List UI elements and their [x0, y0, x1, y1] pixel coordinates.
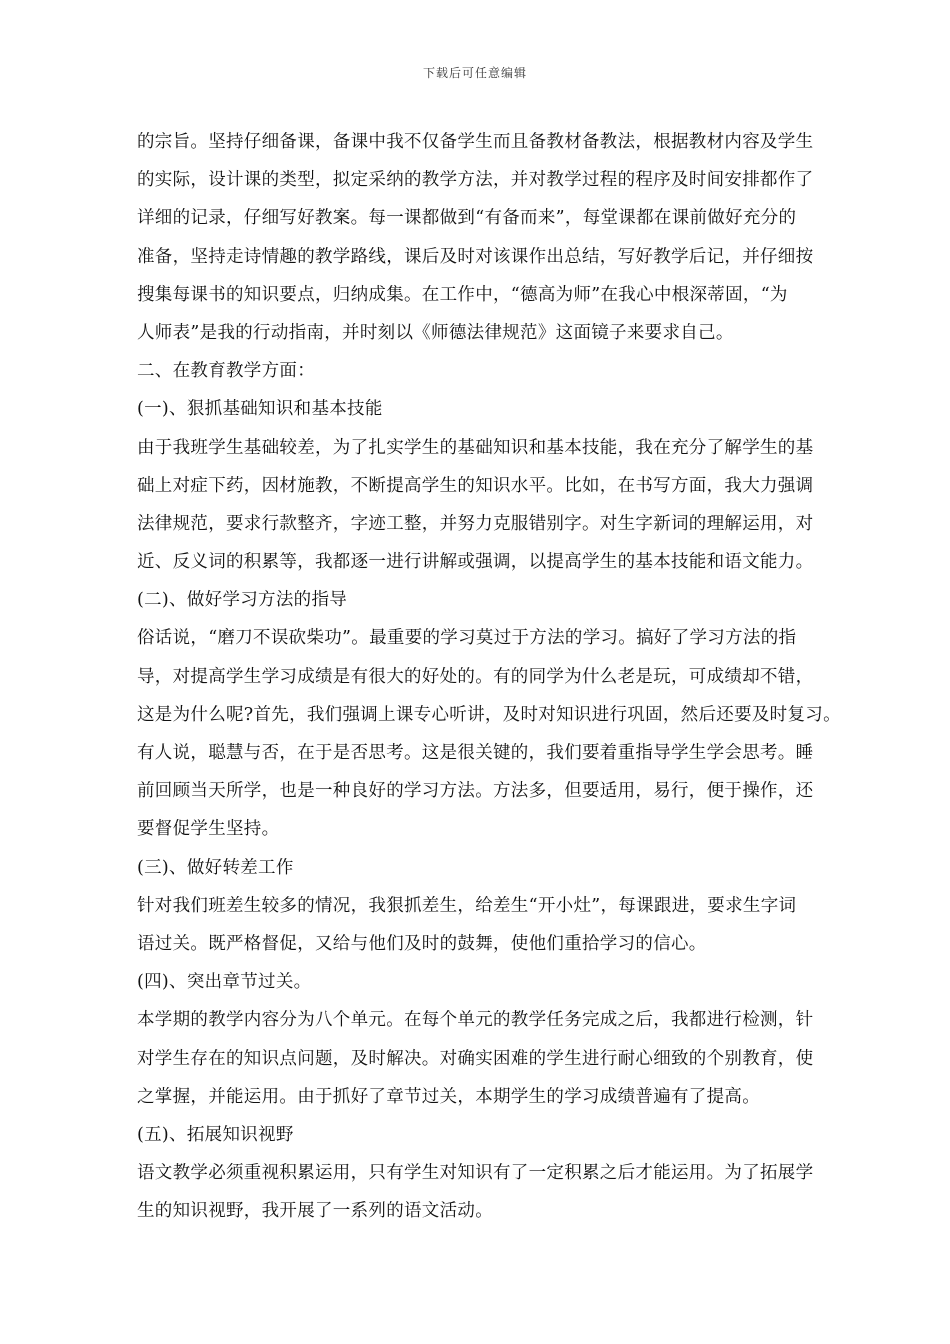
text-line: 法律规范，要求行款整齐，字迹工整，并努力克服错别字。对生字新词的理解运用，对	[137, 513, 814, 534]
subsection-heading: (一)、狠抓基础知识和基本技能	[137, 399, 383, 420]
text-line: 俗话说，“磨刀不误砍柴功”。最重要的学习莫过于方法的学习。搞好了学习方法的指	[137, 628, 797, 649]
subsection-heading: (五)、拓展知识视野	[137, 1124, 294, 1145]
document-body	[137, 123, 897, 1230]
text-line: 这是为什么呢?首先，我们强调上课专心听讲，及时对知识进行巩固，然后还要及时复习。	[137, 704, 841, 725]
text-line: 生的知识视野，我开展了一系列的语文活动。	[137, 1201, 493, 1222]
text-line: 本学期的教学内容分为八个单元。在每个单元的教学任务完成之后，我都进行检测，针	[137, 1010, 814, 1031]
text-line: 的实际，设计课的类型，拟定采纳的教学方法，并对教学过程的程序及时间安排都作了	[137, 170, 814, 191]
text-line: 对学生存在的知识点问题，及时解决。对确实困难的学生进行耐心细致的个别教育，使	[137, 1048, 814, 1069]
text-line: 础上对症下药，因材施教，不断提高学生的知识水平。比如，在书写方面，我大力强调	[137, 475, 814, 496]
text-line: 有人说，聪慧与否，在于是否思考。这是很关键的，我们要着重指导学生学会思考。睡	[137, 743, 814, 763]
section-heading: 二、在教育教学方面：	[137, 361, 315, 382]
text-line: 由于我班学生基础较差，为了扎实学生的基础知识和基本技能，我在充分了解学生的基	[137, 437, 814, 458]
text-line: 之掌握，并能运用。由于抓好了章节过关，本期学生的学习成绩普遍有了提高。	[137, 1086, 760, 1107]
page-header: 下载后可任意编辑	[422, 66, 527, 80]
text-line: 语过关。既严格督促，又给与他们及时的鼓舞，使他们重拾学习的信心。	[137, 933, 707, 954]
text-line: 导，对提高学生学习成绩是有很大的好处的。有的同学为什么老是玩，可成绩却不错，	[137, 666, 814, 687]
text-line: 搜集每课书的知识要点，归纳成集。在工作中，“德高为师”在我心中根深蒂固，“为	[137, 284, 788, 305]
text-line: 前回顾当天所学，也是一种良好的学习方法。方法多，但要适用，易行，便于操作，还	[137, 781, 814, 802]
text-line: 详细的记录，仔细写好教案。每一课都做到“有备而来”，每堂课都在课前做好充分的	[137, 208, 797, 229]
subsection-heading: (二)、做好学习方法的指导	[137, 590, 348, 611]
text-line: 人师表”是我的行动指南，并时刻以《师德法律规范》这面镜子来要求自己。	[137, 322, 734, 343]
text-line: 近、反义词的积累等，我都逐一进行讲解或强调，以提高学生的基本技能和语文能力。	[137, 552, 814, 573]
subsection-heading: (四)、突出章节过关。	[137, 972, 312, 993]
subsection-heading: (三)、做好转差工作	[137, 857, 294, 878]
text-line: 针对我们班差生较多的情况，我狠抓差生，给差生“开小灶”，每课跟进，要求生字词	[137, 895, 797, 916]
text-line: 要督促学生坚持。	[137, 819, 280, 840]
text-line: 的宗旨。坚持仔细备课，备课中我不仅备学生而且备教材备教法，根据教材内容及学生	[137, 132, 814, 152]
text-line: 准备，坚持走诗情趣的教学路线，课后及时对该课作出总结，写好教学后记，并仔细按	[137, 246, 814, 267]
text-line: 语文教学必须重视积累运用，只有学生对知识有了一定积累之后才能运用。为了拓展学	[137, 1163, 814, 1184]
